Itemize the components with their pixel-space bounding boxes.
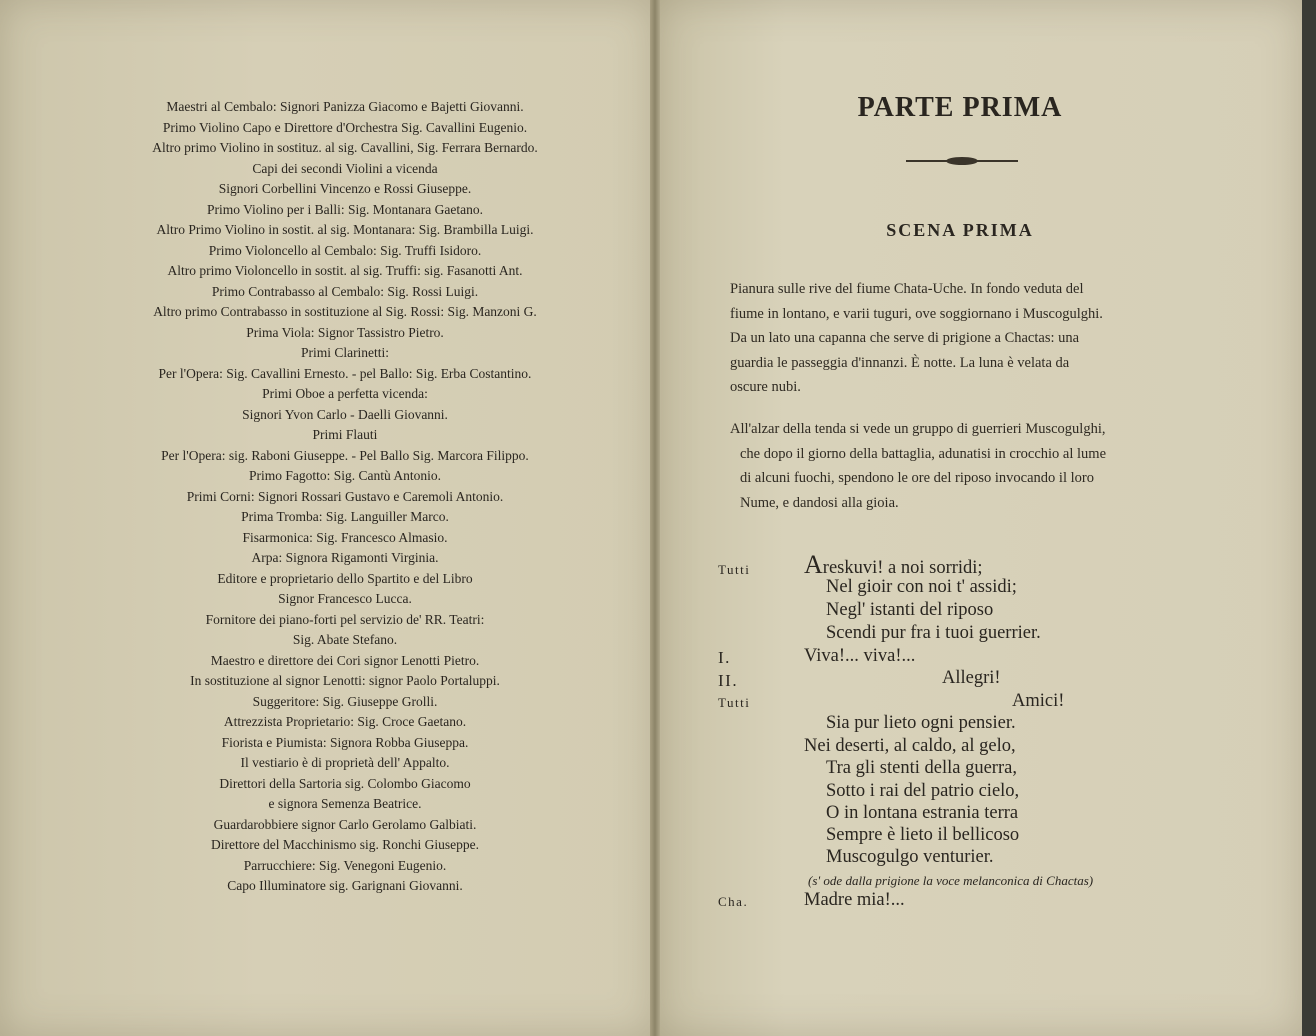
- credit-line: Primo Violoncello al Cembalo: Sig. Truffi Isidoro.: [208, 242, 482, 258]
- credit-line: Primi Flauti: [312, 427, 378, 442]
- verse-line: O in lontana estrania terra: [826, 803, 1019, 823]
- credit-line: Capo Illuminatore sig. Garignani Giovanni.: [227, 878, 463, 893]
- credit-line: Primi Corni: Signori Rossari Gustavo e Caremoli Antonio.: [186, 488, 504, 504]
- credit-line: Per l'Opera: Sig. Cavallini Ernesto. - pel Ballo: Sig. Erba Costantino.: [158, 365, 532, 381]
- verse-line: [804, 550, 983, 580]
- credit-line: Guardarobbiere signor Carlo Gerolamo Galbiati.: [213, 816, 477, 832]
- credit-line: Fornitore dei piano-forti pel servizio de' RR. Teatri:: [205, 611, 485, 627]
- credit-line: Direttori della Sartoria sig. Colombo Giacomo: [219, 775, 471, 791]
- verse-line: Viva!... viva!...: [804, 646, 916, 666]
- credit-line: Sig. Abate Stefano.: [292, 632, 398, 647]
- credit-line: Editore e proprietario dello Spartito e del Libro: [217, 570, 473, 586]
- verse-line: Tra gli stenti della guerra,: [826, 758, 1017, 778]
- credit-line: Parrucchiere: Sig. Venegoni Eugenio.: [243, 857, 447, 873]
- verse-line: Scendi pur fra i tuoi guerrier.: [826, 623, 1041, 643]
- scene-heading: SCENA PRIMA: [886, 220, 1034, 240]
- speaker-tutti: Tutti: [718, 562, 751, 577]
- credit-line: Altro primo Violoncello in sostit. al sig. Truffi: sig. Fasanotti Ant.: [167, 263, 523, 278]
- verse-line: Sempre è lieto il bellicoso: [826, 825, 1020, 845]
- verse-line: Allegri!: [942, 668, 1001, 688]
- credit-line: Primi Clarinetti:: [300, 345, 390, 360]
- credits-list: [60, 97, 630, 897]
- description-line: Da un lato una capanna che serve di prigione a Chactas: una: [730, 330, 1080, 346]
- credit-line: Capi dei secondi Violini a vicenda: [252, 160, 438, 176]
- credit-line: Altro primo Violino in sostituz. al sig. Cavallini, Sig. Ferrara Bernardo.: [152, 140, 538, 155]
- credit-line: Signor Francesco Lucca.: [278, 591, 412, 606]
- description-line: fiume in lontano, e varii tuguri, ove soggiornano i Muscogulghi.: [730, 305, 1103, 322]
- credit-line: Altro primo Contrabasso in sostituzione al Sig. Rossi: Sig. Manzoni G.: [153, 304, 537, 319]
- credit-line: Primi Oboe a perfetta vicenda:: [262, 386, 428, 401]
- verse-line: Negl' istanti del riposo: [826, 600, 994, 620]
- description-line: oscure nubi.: [730, 379, 801, 395]
- verse-line: Amici!: [1012, 691, 1065, 711]
- page-edge: [1302, 0, 1316, 1036]
- verse-line: Muscogulgo venturier.: [826, 847, 994, 867]
- stage-direction: (s' ode dalla prigione la voce melanconica di Chactas): [808, 873, 1094, 888]
- book-gutter: [650, 0, 660, 1036]
- description-line: che dopo il giorno della battaglia, adunatisi in crocchio al lume: [740, 445, 1107, 462]
- description-line: Pianura sulle rive del fiume Chata-Uche. In fondo veduta del: [730, 281, 1084, 297]
- description-line: Nume, e dandosi alla gioia.: [740, 494, 899, 511]
- verse-line: Nel gioir con noi t' assidi;: [826, 577, 1017, 597]
- description-line: di alcuni fuochi, spendono le ore del riposo invocando il loro: [740, 470, 1094, 486]
- credit-line: In sostituzione al signor Lenotti: signor Paolo Portaluppi.: [190, 673, 500, 688]
- credit-line: Primo Fagotto: Sig. Cantù Antonio.: [248, 468, 442, 483]
- credit-line: Signori Yvon Carlo - Daelli Giovanni.: [242, 406, 448, 422]
- credit-line: Maestro e direttore dei Cori signor Lenotti Pietro.: [210, 652, 480, 668]
- credit-line: Suggeritore: Sig. Giuseppe Grolli.: [252, 693, 438, 709]
- credit-line: Il vestiario è di proprietà dell' Appalto.: [240, 755, 450, 770]
- credit-line: Primo Violino per i Balli: Sig. Montanara Gaetano.: [206, 201, 484, 217]
- credit-line: Arpa: Signora Rigamonti Virginia.: [251, 550, 439, 565]
- verse-line: Sia pur lieto ogni pensier.: [826, 713, 1016, 733]
- credit-line: Signori Corbellini Vincenzo e Rossi Giuseppe.: [218, 181, 472, 196]
- speaker-tutti: Tutti: [718, 695, 751, 710]
- credit-line: Direttore del Macchinismo sig. Ronchi Giuseppe.: [210, 837, 480, 852]
- verse-text: reskuvi! a noi sorridi;: [822, 558, 983, 578]
- speaker-one: I.: [718, 648, 731, 667]
- verse-line: Nei deserti, al caldo, al gelo,: [804, 736, 1016, 756]
- credit-line: e signora Semenza Beatrice.: [268, 796, 422, 811]
- scene-description: [730, 277, 1207, 400]
- description-line: All'alzar della tenda si vede un gruppo di guerrieri Muscogulghi,: [730, 421, 1106, 437]
- drop-initial: A: [804, 550, 823, 579]
- action-description: [730, 417, 1207, 515]
- credit-line: Fiorista e Piumista: Signora Robba Giuseppa.: [221, 734, 469, 750]
- credit-line: Per l'Opera: sig. Raboni Giuseppe. - Pel Ballo Sig. Marcora Filippo.: [161, 447, 529, 463]
- description-line: guardia le passeggia d'innanzi. È notte. La luna è velata da: [730, 354, 1070, 371]
- credit-line: Attrezzista Proprietario: Sig. Croce Gaetano.: [223, 714, 467, 729]
- speaker-two: II.: [718, 671, 739, 690]
- credit-line: Prima Viola: Signor Tassistro Pietro.: [246, 324, 444, 340]
- title-rule-ornament: [946, 157, 978, 165]
- credit-line: Primo Contrabasso al Cembalo: Sig. Rossi Luigi.: [211, 283, 479, 299]
- speaker-chactas: Cha.: [718, 894, 749, 909]
- credit-line: Fisarmonica: Sig. Francesco Almasio.: [242, 529, 448, 545]
- verse-line: Madre mia!...: [804, 890, 905, 910]
- credit-line: Maestri al Cembalo: Signori Panizza Giacomo e Bajetti Giovanni.: [166, 99, 524, 114]
- credit-line: Altro Primo Violino in sostit. al sig. Montanara: Sig. Brambilla Luigi.: [156, 222, 534, 237]
- verse-line: Sotto i rai del patrio cielo,: [826, 781, 1020, 801]
- part-title: PARTE PRIMA: [857, 92, 1063, 123]
- credit-line: Primo Violino Capo e Direttore d'Orchestra Sig. Cavallini Eugenio.: [162, 119, 528, 135]
- credit-line: Prima Tromba: Sig. Languiller Marco.: [241, 509, 449, 524]
